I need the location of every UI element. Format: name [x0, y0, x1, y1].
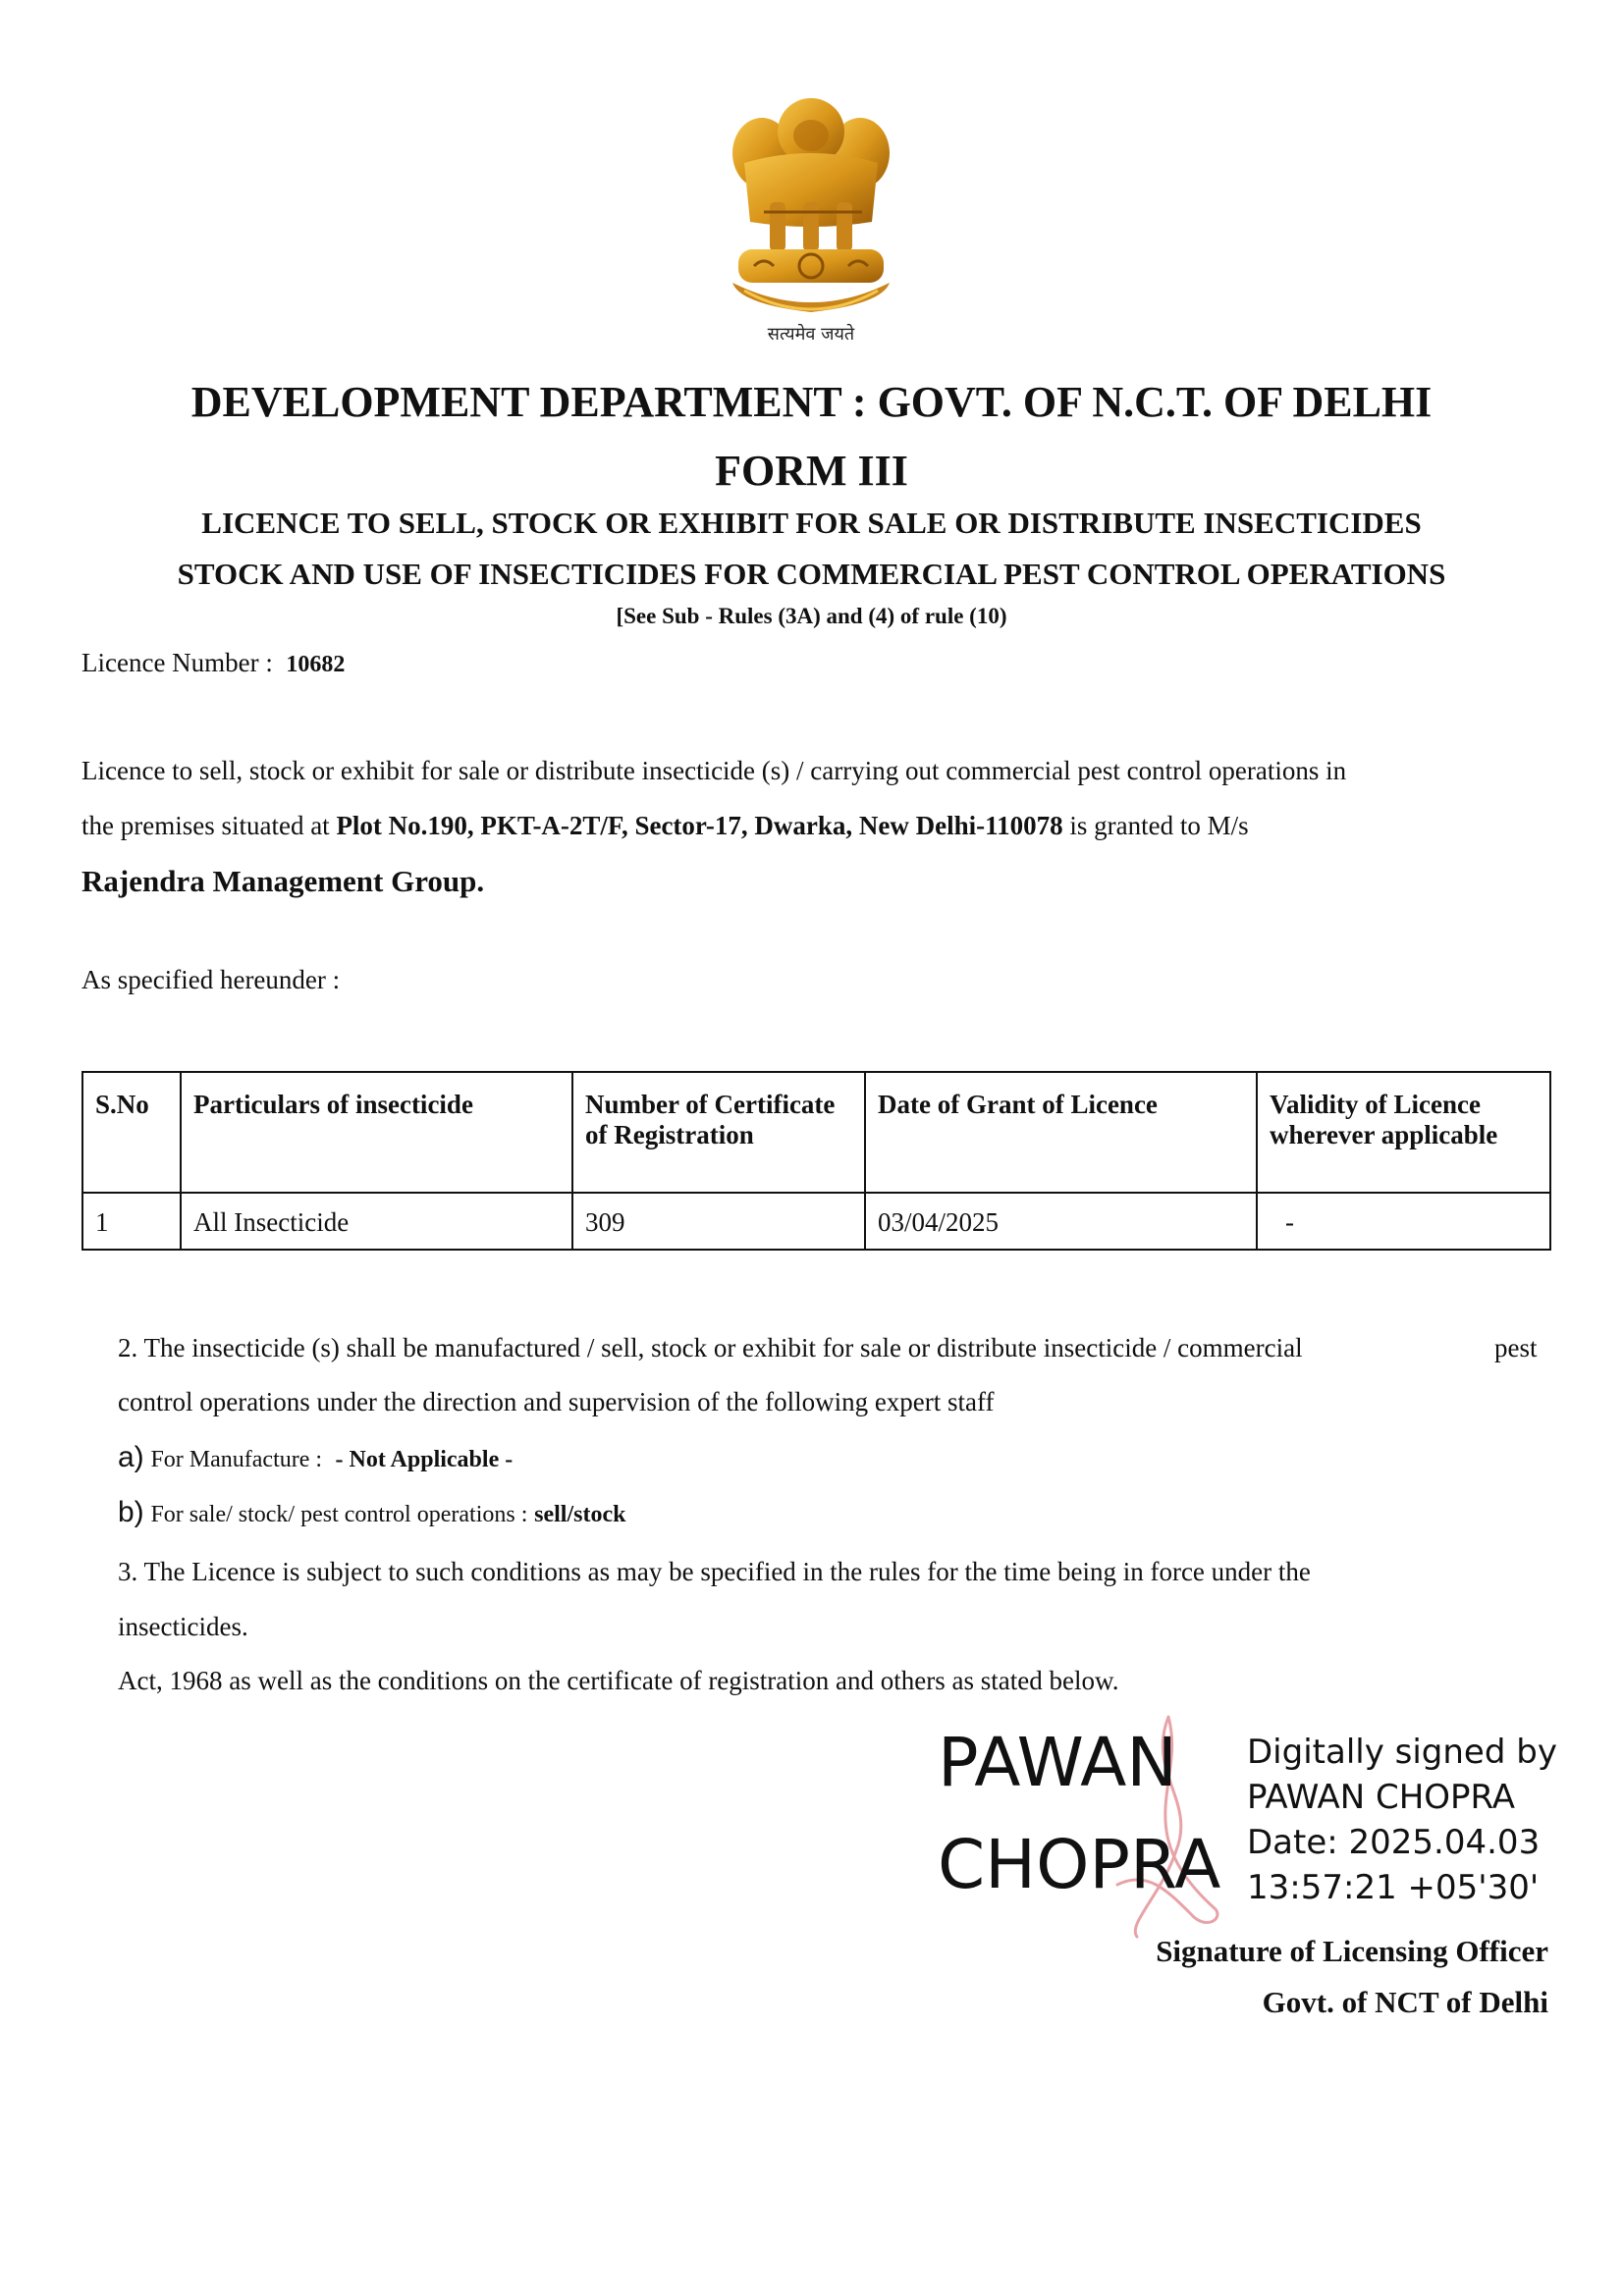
form-title: FORM III	[715, 447, 908, 495]
digital-sign-time: 13:57:21 +05'30'	[1247, 1868, 1540, 1907]
cell-sno: 1	[82, 1193, 181, 1250]
company-name: Rajendra Management Group.	[81, 864, 485, 898]
state-emblem	[725, 94, 897, 351]
digital-sign-line-1: Digitally signed by	[1247, 1733, 1557, 1772]
licence-number-value: 10682	[286, 652, 346, 677]
sale-label: For sale/ stock/ pest control operations :	[150, 1502, 528, 1527]
body-line-2	[81, 811, 1249, 841]
table-header-row	[82, 1072, 1550, 1193]
manufacture-label: For Manufacture :	[150, 1447, 323, 1472]
specified-hereunder: As specified hereunder :	[81, 965, 341, 994]
licence-subtitle-1: LICENCE TO SELL, STOCK OR EXHIBIT FOR SALE OR DISTRIBUTE INSECTICIDES	[201, 506, 1422, 540]
licence-number-label: Licence Number :	[81, 648, 273, 677]
col-validity: Validity of Licence wherever applicable	[1257, 1072, 1550, 1193]
body-line-1: Licence to sell, stock or exhibit for sale or distribute insecticide (s) / carrying out commercial pest control operations in	[81, 756, 1347, 785]
body-line-2-prefix: the premises situated at	[81, 811, 330, 840]
item-b-marker: b)	[118, 1496, 144, 1528]
manufacture-value: - Not Applicable -	[335, 1447, 514, 1472]
emblem-motto: सत्यमेव जयते	[767, 324, 855, 345]
signer-name-line-1: PAWAN	[938, 1724, 1177, 1802]
digital-sign-line-2: PAWAN CHOPRA	[1247, 1778, 1516, 1817]
condition-2-line-2: control operations under the direction and supervision of the following expert staff	[118, 1387, 995, 1416]
licensing-officer-label: Signature of Licensing Officer	[1156, 1934, 1548, 1968]
department-title: DEVELOPMENT DEPARTMENT : GOVT. OF N.C.T. OF DELHI	[190, 378, 1433, 426]
col-sno: S.No	[82, 1072, 181, 1193]
office-label: Govt. of NCT of Delhi	[1262, 1985, 1548, 2019]
table-row	[82, 1193, 1550, 1250]
cell-validity: -	[1257, 1193, 1550, 1250]
col-certificate-number: Number of Certificate of Registration	[572, 1072, 865, 1193]
body-line-2-suffix: is granted to M/s	[1069, 811, 1249, 840]
licence-subtitle-2: STOCK AND USE OF INSECTICIDES FOR COMMERCIAL PEST CONTROL OPERATIONS	[177, 557, 1446, 591]
premises-address: Plot No.190, PKT-A-2T/F, Sector-17, Dwarka, New Delhi-110078	[336, 811, 1063, 840]
rule-reference: [See Sub - Rules (3A) and (4) of rule (10)	[616, 604, 1007, 628]
condition-2-line-1-end: pest	[1494, 1333, 1538, 1362]
condition-3-line-2: insecticides.	[118, 1612, 248, 1641]
expert-sale-row	[118, 1496, 625, 1529]
licence-number-row	[81, 648, 345, 678]
col-particulars: Particulars of insecticide	[181, 1072, 572, 1193]
item-a-marker: a)	[118, 1441, 144, 1473]
lion-capital-emblem-icon	[725, 94, 897, 351]
condition-2-line-1: 2. The insecticide (s) shall be manufactured / sell, stock or exhibit for sale or distribute insecticide / commercial	[118, 1333, 1303, 1362]
condition-3-line-3: Act, 1968 as well as the conditions on the certificate of registration and others as stated below.	[118, 1666, 1119, 1695]
cell-particulars: All Insecticide	[181, 1193, 572, 1250]
signer-name-line-2: CHOPRA	[938, 1826, 1221, 1904]
expert-manufacture-row	[118, 1441, 513, 1474]
digital-sign-date: Date: 2025.04.03	[1247, 1823, 1541, 1862]
condition-3-line-1: 3. The Licence is subject to such conditions as may be specified in the rules for the time being in force under the	[118, 1557, 1311, 1586]
col-date-of-grant: Date of Grant of Licence	[865, 1072, 1257, 1193]
insecticide-table	[81, 1071, 1551, 1251]
sale-value: sell/stock	[534, 1502, 626, 1527]
cell-certificate-number: 309	[572, 1193, 865, 1250]
cell-date-of-grant: 03/04/2025	[865, 1193, 1257, 1250]
